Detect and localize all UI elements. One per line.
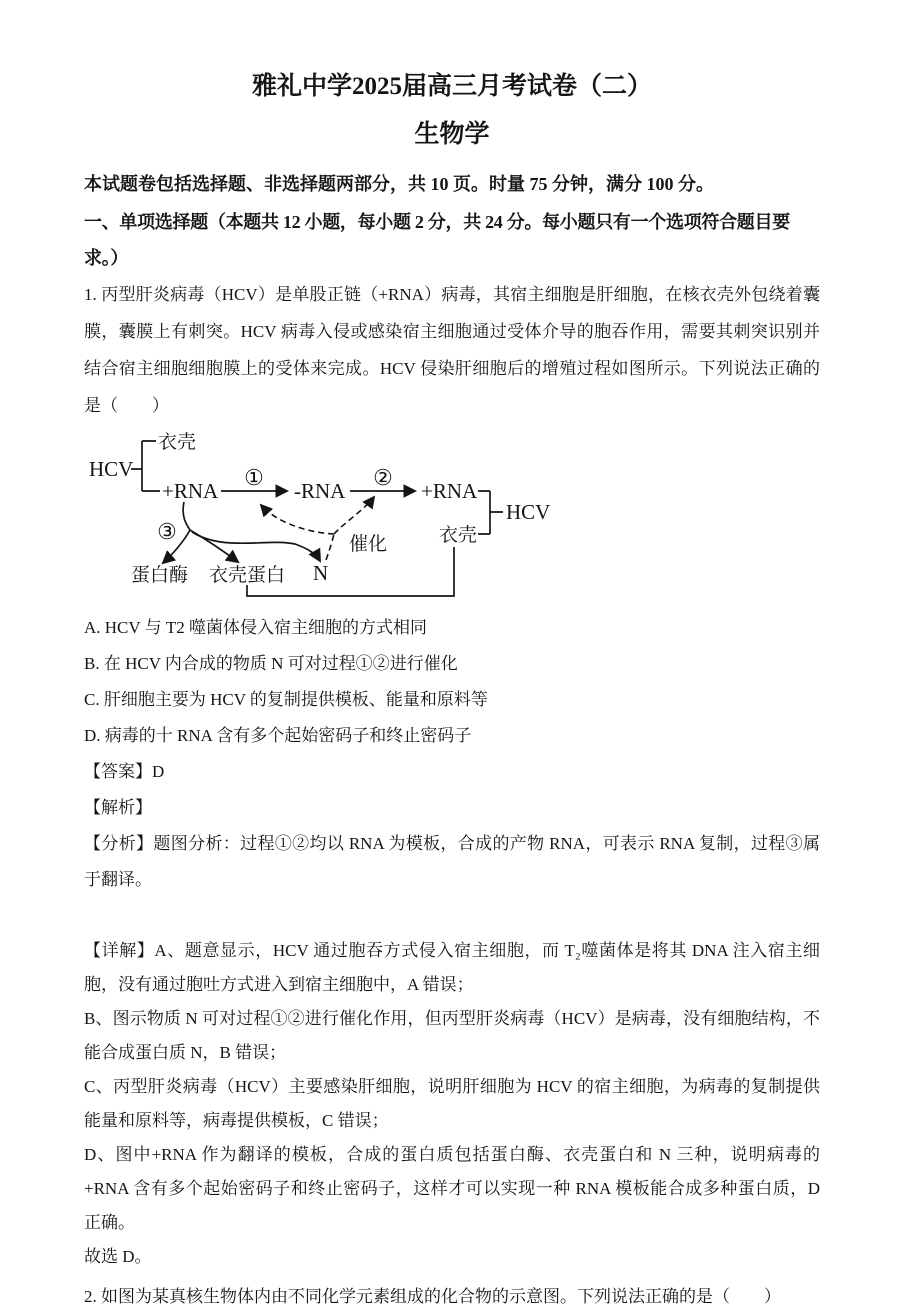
option-c: C. 肝细胞主要为 HCV 的复制提供模板、能量和原料等 (84, 690, 488, 709)
detail-explanation-block (84, 934, 820, 1274)
step1-label: ① (244, 465, 264, 490)
hcv-replication-diagram (84, 428, 820, 604)
analysis-section-label: 【解析】 (84, 798, 152, 817)
catalyze-arrow-step1 (261, 505, 334, 534)
right-bracket-lines (478, 491, 503, 534)
detail-option-a: 【详解】A、题意显示，HCV 通过胞吞方式侵入宿主细胞，而 T₂噬菌体是将其 DNA 注入宿主细胞，没有通过胞吐方式进入到宿主细胞中，A 错误； (84, 941, 820, 994)
question2-stem: 2. 如图为某真核生物体内由不同化学元素组成的化合物的示意图。下列说法正确的是（ ） (84, 1287, 781, 1306)
analysis-line: 【分析】题图分析：过程①②均以 RNA 为模板，合成的产物 RNA，可表示 RNA 复制，过程③属于翻译。 (84, 834, 820, 889)
question1-stem: 1. 丙型肝炎病毒（HCV）是单股正链（+RNA）病毒，其宿主细胞是肝细胞，在核衣壳外包绕着囊膜，囊膜上有刺突。HCV 病毒入侵或感染宿主细胞通过受体介导的胞吞作用，需要其刺突识别并结合宿主细胞细胞膜上的受体来完成。HCV 侵染肝细胞后的增殖过程如图所示。下列说法正确的是（ ） (84, 285, 820, 415)
protease-label: 蛋白酶 (131, 565, 189, 586)
arrow-to-n (192, 532, 320, 561)
capsid-top-label: 衣壳 (158, 432, 197, 453)
capsid-right-label: 衣壳 (439, 525, 478, 546)
hcv-diagram-svg (84, 428, 574, 604)
hcv-left-label: HCV (89, 457, 134, 481)
exam-info-line: 本试题卷包括选择题、非选择题两部分，共 10 页。时量 75 分钟，满分 100 分。 (84, 174, 714, 194)
left-bracket-lines (131, 441, 160, 491)
page-title: 雅礼中学2025届高三月考试卷（二） (251, 73, 652, 100)
option-b: B. 在 HCV 内合成的物质 N 可对过程①②进行催化 (84, 654, 458, 673)
minus-rna-label: -RNA (294, 479, 346, 503)
subject-title: 生物学 (414, 121, 490, 148)
hcv-right-label: HCV (506, 500, 551, 524)
option-d: D. 病毒的十 RNA 含有多个起始密码子和终止密码子 (84, 726, 472, 745)
option-a: A. HCV 与 T2 噬菌体侵入宿主细胞的方式相同 (84, 618, 427, 637)
catalyze-stem-dashed (326, 534, 334, 560)
section-heading: 一、单项选择题（本题共 12 小题，每小题 2 分，共 24 分。每小题只有一个选项符合题目要求。） (84, 212, 790, 268)
answer-line: 【答案】D (84, 762, 165, 781)
detail-option-b: B、图示物质 N 可对过程①②进行催化作用，但丙型肝炎病毒（HCV）是病毒，没有细胞结构，不能合成蛋白质 N，B 错误； (84, 1009, 820, 1062)
detail-option-c: C、丙型肝炎病毒（HCV）主要感染肝细胞，说明肝细胞为 HCV 的宿主细胞，为病毒的复制提供能量和原料等，病毒提供模板，C 错误； (84, 1077, 820, 1130)
conclusion-line: 故选 D。 (84, 1247, 152, 1266)
n-label: N (313, 561, 329, 585)
detail-option-d: D、图中+RNA 作为翻译的模板，合成的蛋白质包括蛋白酶、衣壳蛋白和 N 三种，说明病毒的+RNA 含有多个起始密码子和终止密码子，这样才可以实现一种 RNA 模板能合成多种蛋白质，D 正确。 (84, 1145, 820, 1232)
step2-label: ② (373, 465, 393, 490)
plus-rna-left-label: +RNA (162, 479, 219, 503)
catalyze-label: 催化 (349, 534, 388, 555)
plus-rna-right-label: +RNA (421, 479, 478, 503)
step3-label: ③ (157, 519, 177, 544)
capsid-protein-label: 衣壳蛋白 (209, 565, 286, 586)
